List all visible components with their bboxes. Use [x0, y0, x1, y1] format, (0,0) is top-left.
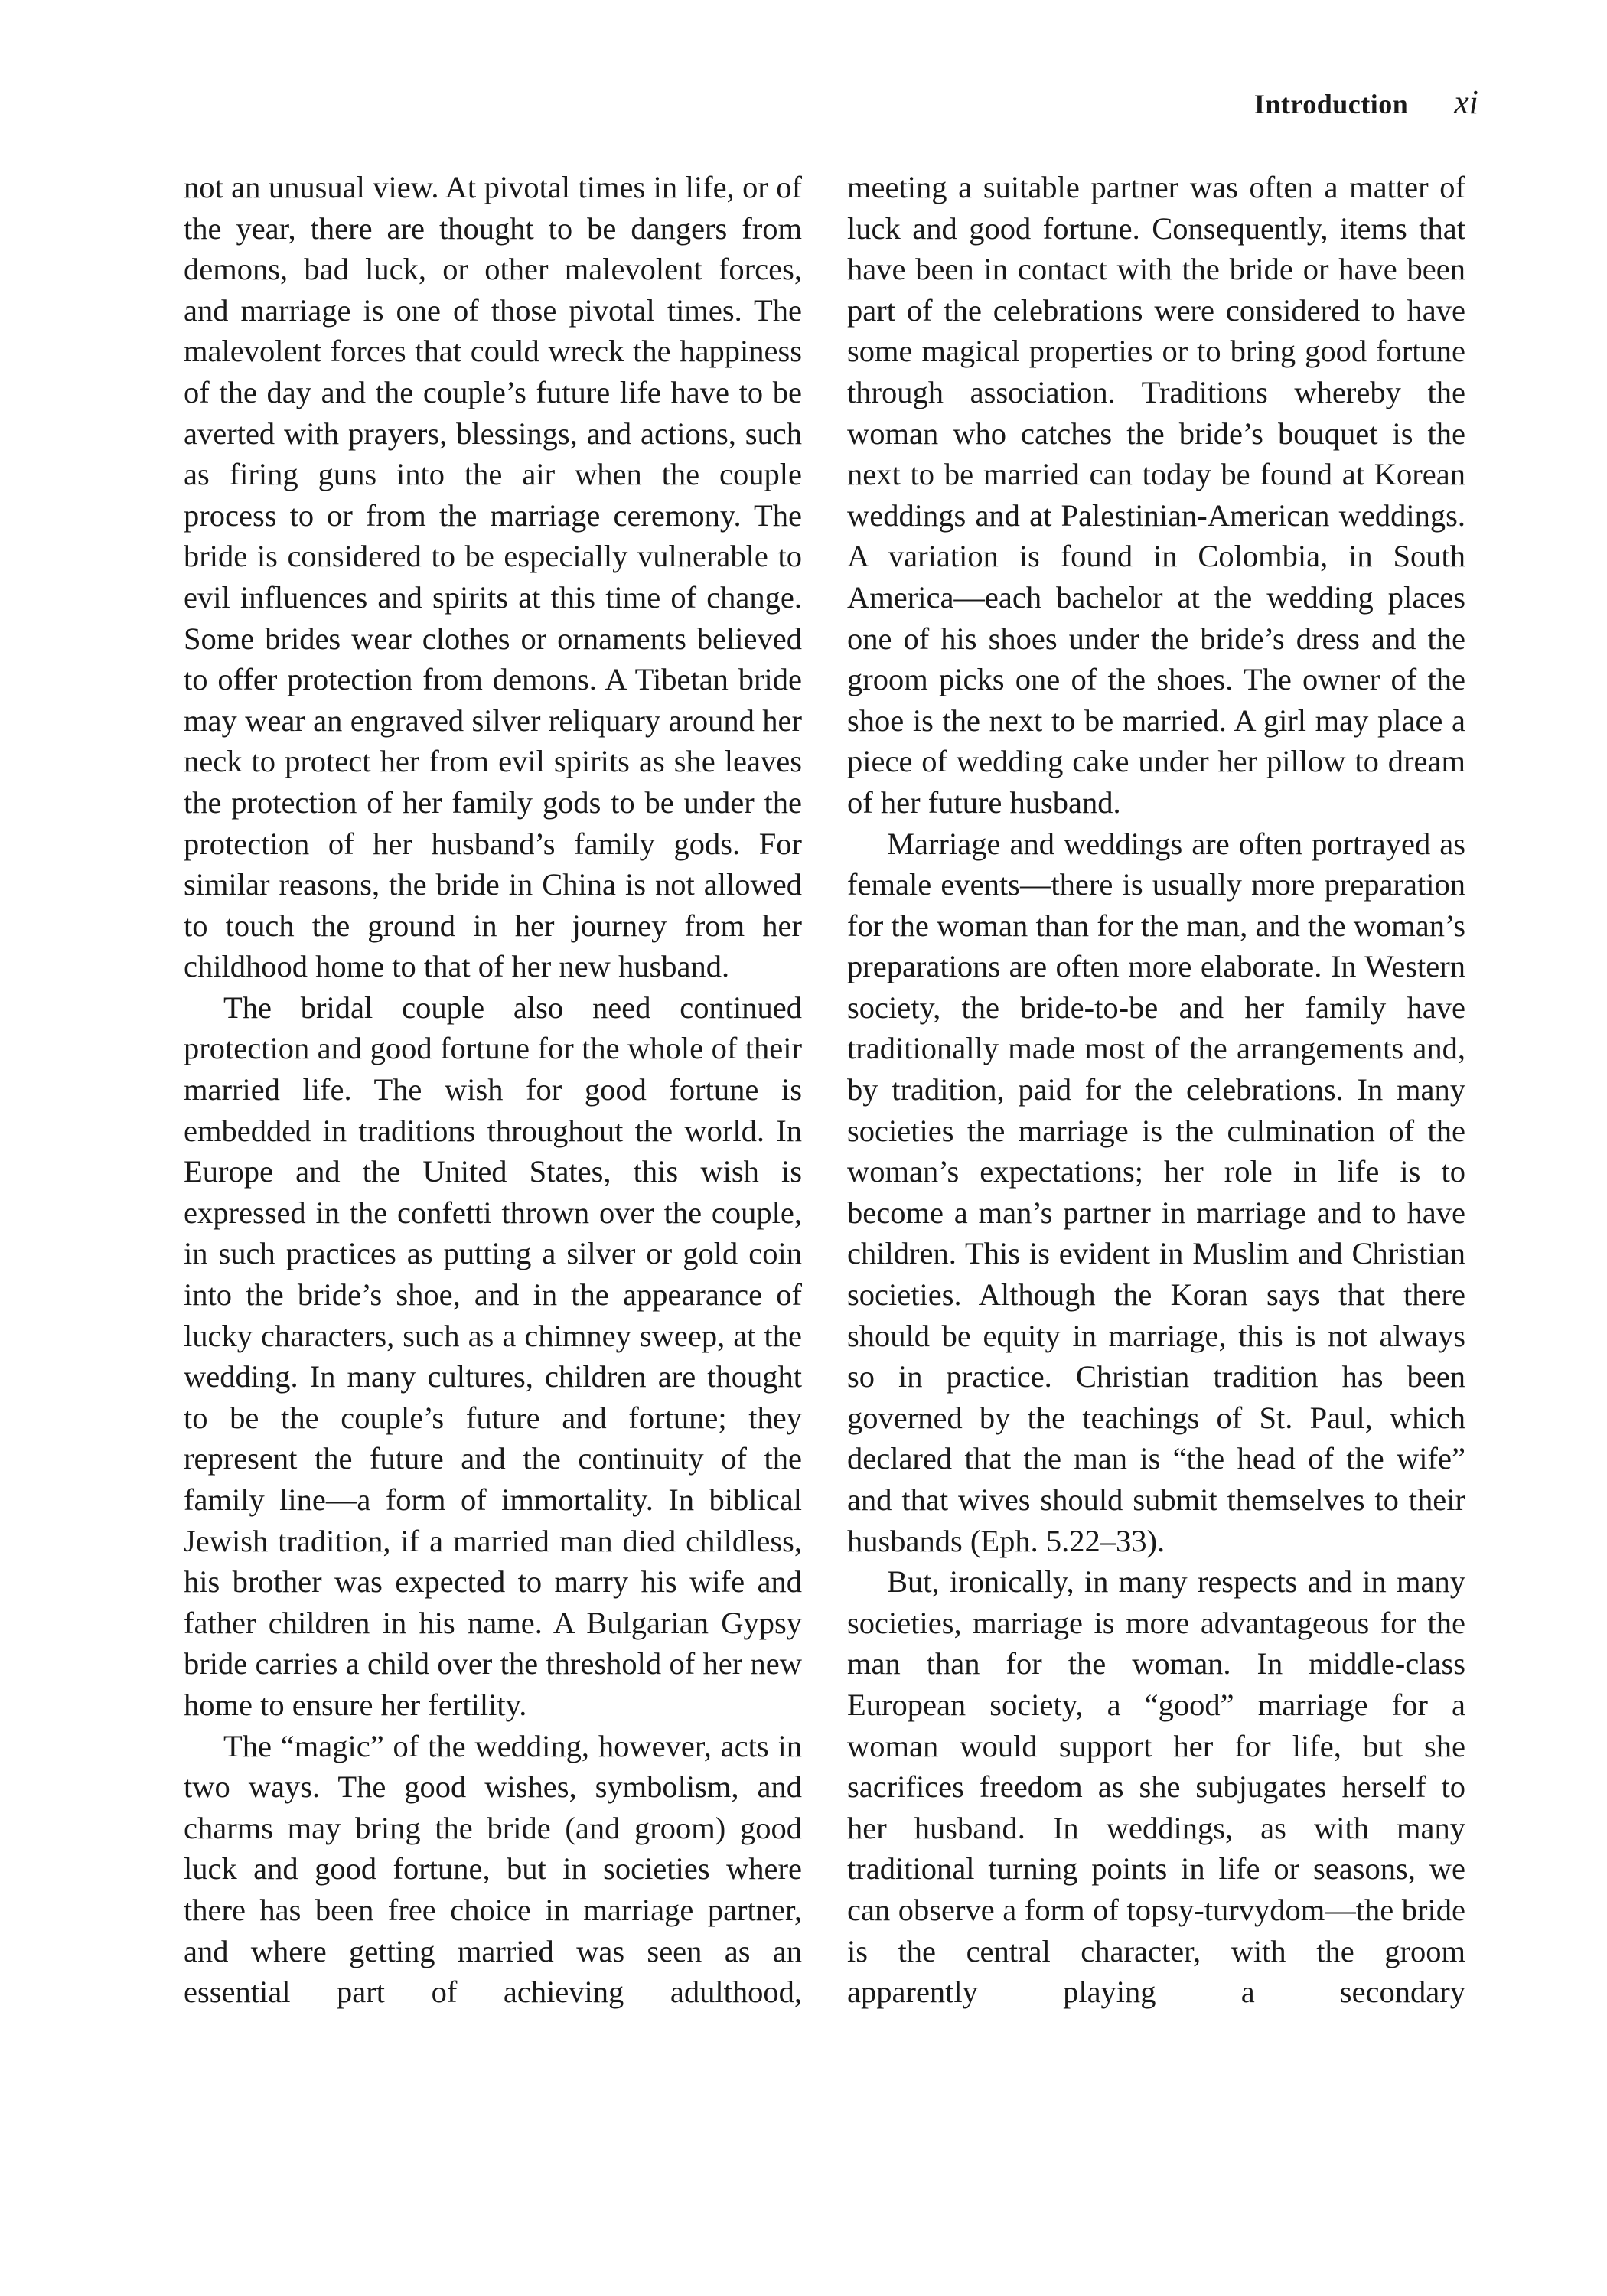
page-header [1254, 83, 1478, 122]
right-paragraph-2: Marriage and weddings are often portrayed as female events—there is usually more preparation for the woman than for the man, and the woman’s preparations are often more elaborate. In Western society, the bride-to-be and her family have traditionally made most of the arrangements and, by tradition, paid for the celebrations. In many societies the marriage is the culmination of the woman’s expectations; her role in life is to become a man’s partner in marriage and to have children. This is evident in Muslim and Christian societies. Although the Koran says that there should be equity in marriage, this is not always so in practice. Christian tradition has been governed by the teachings of St. Paul, which declared that the man is “the head of the wife” and that wives should submit themselves to their husbands (Eph. 5.22–33). [847, 826, 1465, 1558]
right-column [847, 167, 1465, 2013]
right-paragraph-1: meeting a suitable partner was often a matter of luck and good fortune. Consequently, items that have been in contact with the bride or have been part of the celebrations were considered to have some magical properties or to bring good fortune through association. Traditions whereby the woman who catches the bride’s bouquet is the next to be married can today be found at Korean weddings and at Palestinian-American weddings. A variation is found in Colombia, in South America—each bachelor at the wedding places one of his shoes under the bride’s dress and the groom picks one of the shoes. The owner of the shoe is the next to be married. A girl may place a piece of wedding cake under her pillow to dream of her future husband. [847, 170, 1465, 820]
page-number: xi [1454, 83, 1478, 121]
left-paragraph-2: The bridal couple also need continued protection and good fortune for the whole of their married life. The wish for good fortune is embedded in traditions throughout the world. In Europe and the United States, this wish is expressed in the confetti thrown over the couple, in such practices as putting a silver or gold coin into the bride’s shoe, and in the appearance of lucky characters, such as a chimney sweep, at the wedding. In many cultures, children are thought to be the couple’s future and fortune; they represent the future and the continuity of the family line—a form of immortality. In biblical Jewish tradition, if a married man died childless, his brother was expected to marry his wife and father children in his name. A Bulgarian Gypsy bride carries a child over the threshold of her new home to ensure her fertility. [184, 990, 802, 1722]
right-paragraph-3: But, ironically, in many respects and in many societies, marriage is more advantageous for the man than for the woman. In middle-class European society, a “good” marriage for a woman would support her for life, but she sacrifices freedom as she subjugates herself to her husband. In weddings, as with many traditional turning points in life or seasons, we can observe a form of topsy-turvydom—the bride is the central character, with the groom apparently playing a secondary [847, 1564, 1465, 2010]
left-paragraph-3: The “magic” of the wedding, however, acts in two ways. The good wishes, symbolism, and charms may bring the bride (and groom) good luck and good fortune, but in societies where there has been free choice in marriage partner, and where getting married was seen as an essential part of achieving adulthood, [184, 1728, 802, 2010]
running-head: Introduction [1253, 89, 1409, 119]
left-paragraph-1: not an unusual view. At pivotal times in life, or of the year, there are thought to be dangers from demons, bad luck, or other malevolent forces, and marriage is one of those pivotal times. The malevolent forces that could wreck the happiness of the day and the couple’s future life have to be averted with prayers, blessings, and actions, such as firing guns into the air when the couple process to or from the marriage ceremony. The bride is considered to be especially vulnerable to evil influences and spirits at this time of change. Some brides wear clothes or ornaments believed to offer protection from demons. A Tibetan bride may wear an engraved silver reliquary around her neck to protect her from evil spirits as she leaves the protection of her family gods to be under the protection of her husband’s family gods. For similar reasons, the bride in China is not allowed to touch the ground in her journey from her childhood home to that of her new husband. [184, 170, 802, 984]
left-column [184, 167, 802, 2013]
